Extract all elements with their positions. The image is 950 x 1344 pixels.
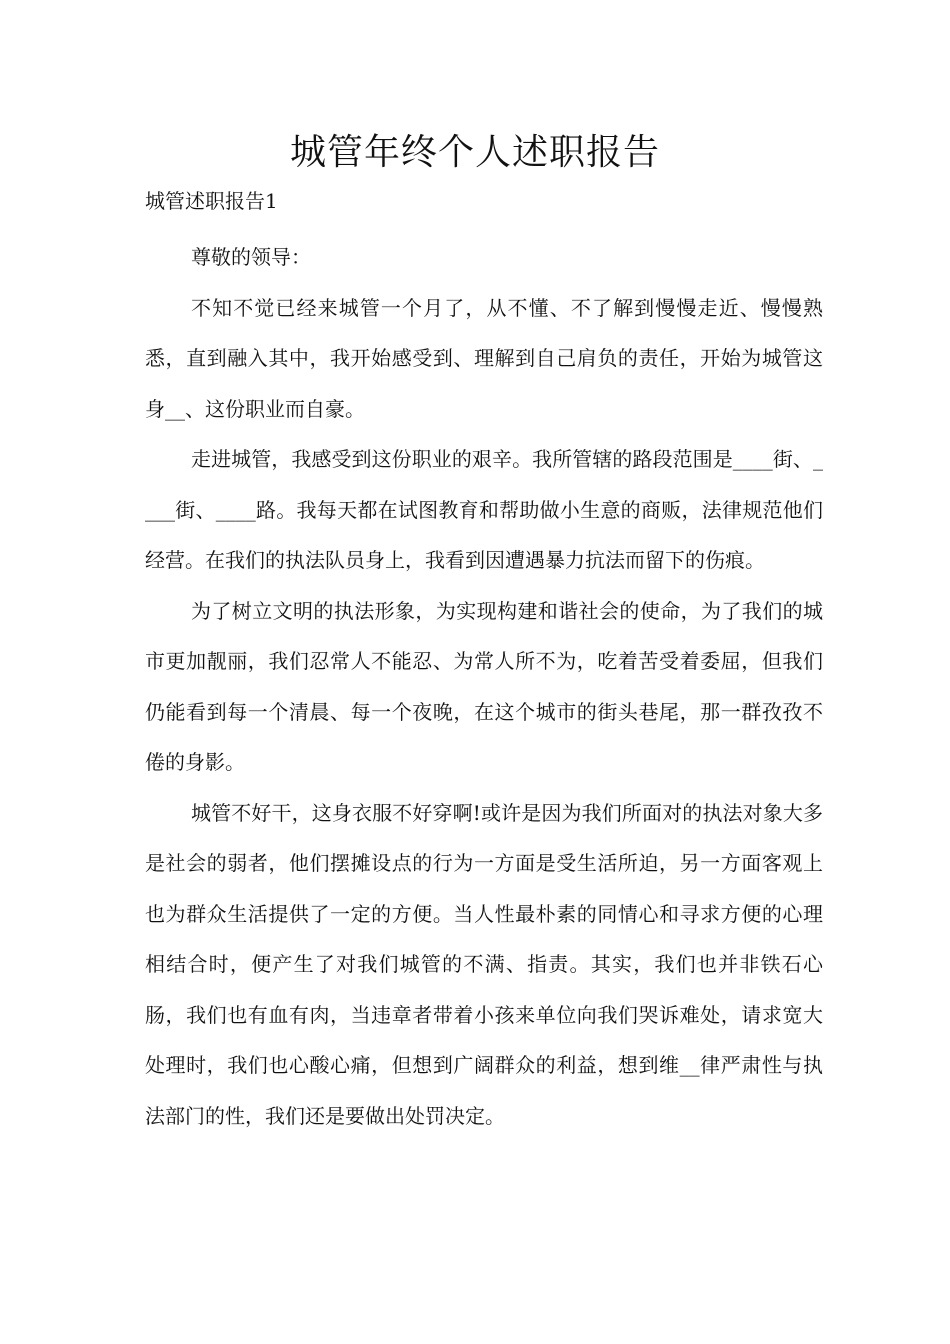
paragraph: 走进城管，我感受到这份职业的艰辛。我所管辖的路段范围是____街、____街、____路。我每天都在试图教育和帮助做小生意的商贩，法律规范他们经营。在我们的执法队员身上，我看到因遭遇暴力抗法而留下的伤痕。 <box>145 447 823 572</box>
document-title: 城管年终个人述职报告 <box>289 132 660 173</box>
paragraph: 城管不好干，这身衣服不好穿啊!或许是因为我们所面对的执法对象大多是社会的弱者，他们摆摊设点的行为一方面是受生活所迫，另一方面客观上也为群众生活提供了一定的方便。当人性最朴素的同情心和寻求方便的心理相结合时，便产生了对我们城管的不满、指责。其实，我们也并非铁石心肠，我们也有血有肉，当违章者带着小孩来单位向我们哭诉难处，请求宽大处理时，我们也心酸心痛，但想到广阔群众的利益，想到维__律严肃性与执法部门的性，我们还是要做出处罚决定。 <box>145 800 823 1128</box>
document-body <box>145 232 823 1141</box>
paragraph: 不知不觉已经来城管一个月了，从不懂、不了解到慢慢走近、慢慢熟悉，直到融入其中，我开始感受到、理解到自己肩负的责任，开始为城管这身__、这份职业而自豪。 <box>145 295 823 421</box>
paragraph: 为了树立文明的执法形象，为实现构建和谐社会的使命，为了我们的城市更加靓丽，我们忍常人不能忍、为常人所不为，吃着苦受着委屈，但我们仍能看到每一个清晨、每一个夜晚，在这个城市的街头巷尾，那一群孜孜不倦的身影。 <box>145 598 823 774</box>
document-subtitle: 城管述职报告1 <box>145 189 278 213</box>
salutation: 尊敬的领导： <box>191 245 311 269</box>
